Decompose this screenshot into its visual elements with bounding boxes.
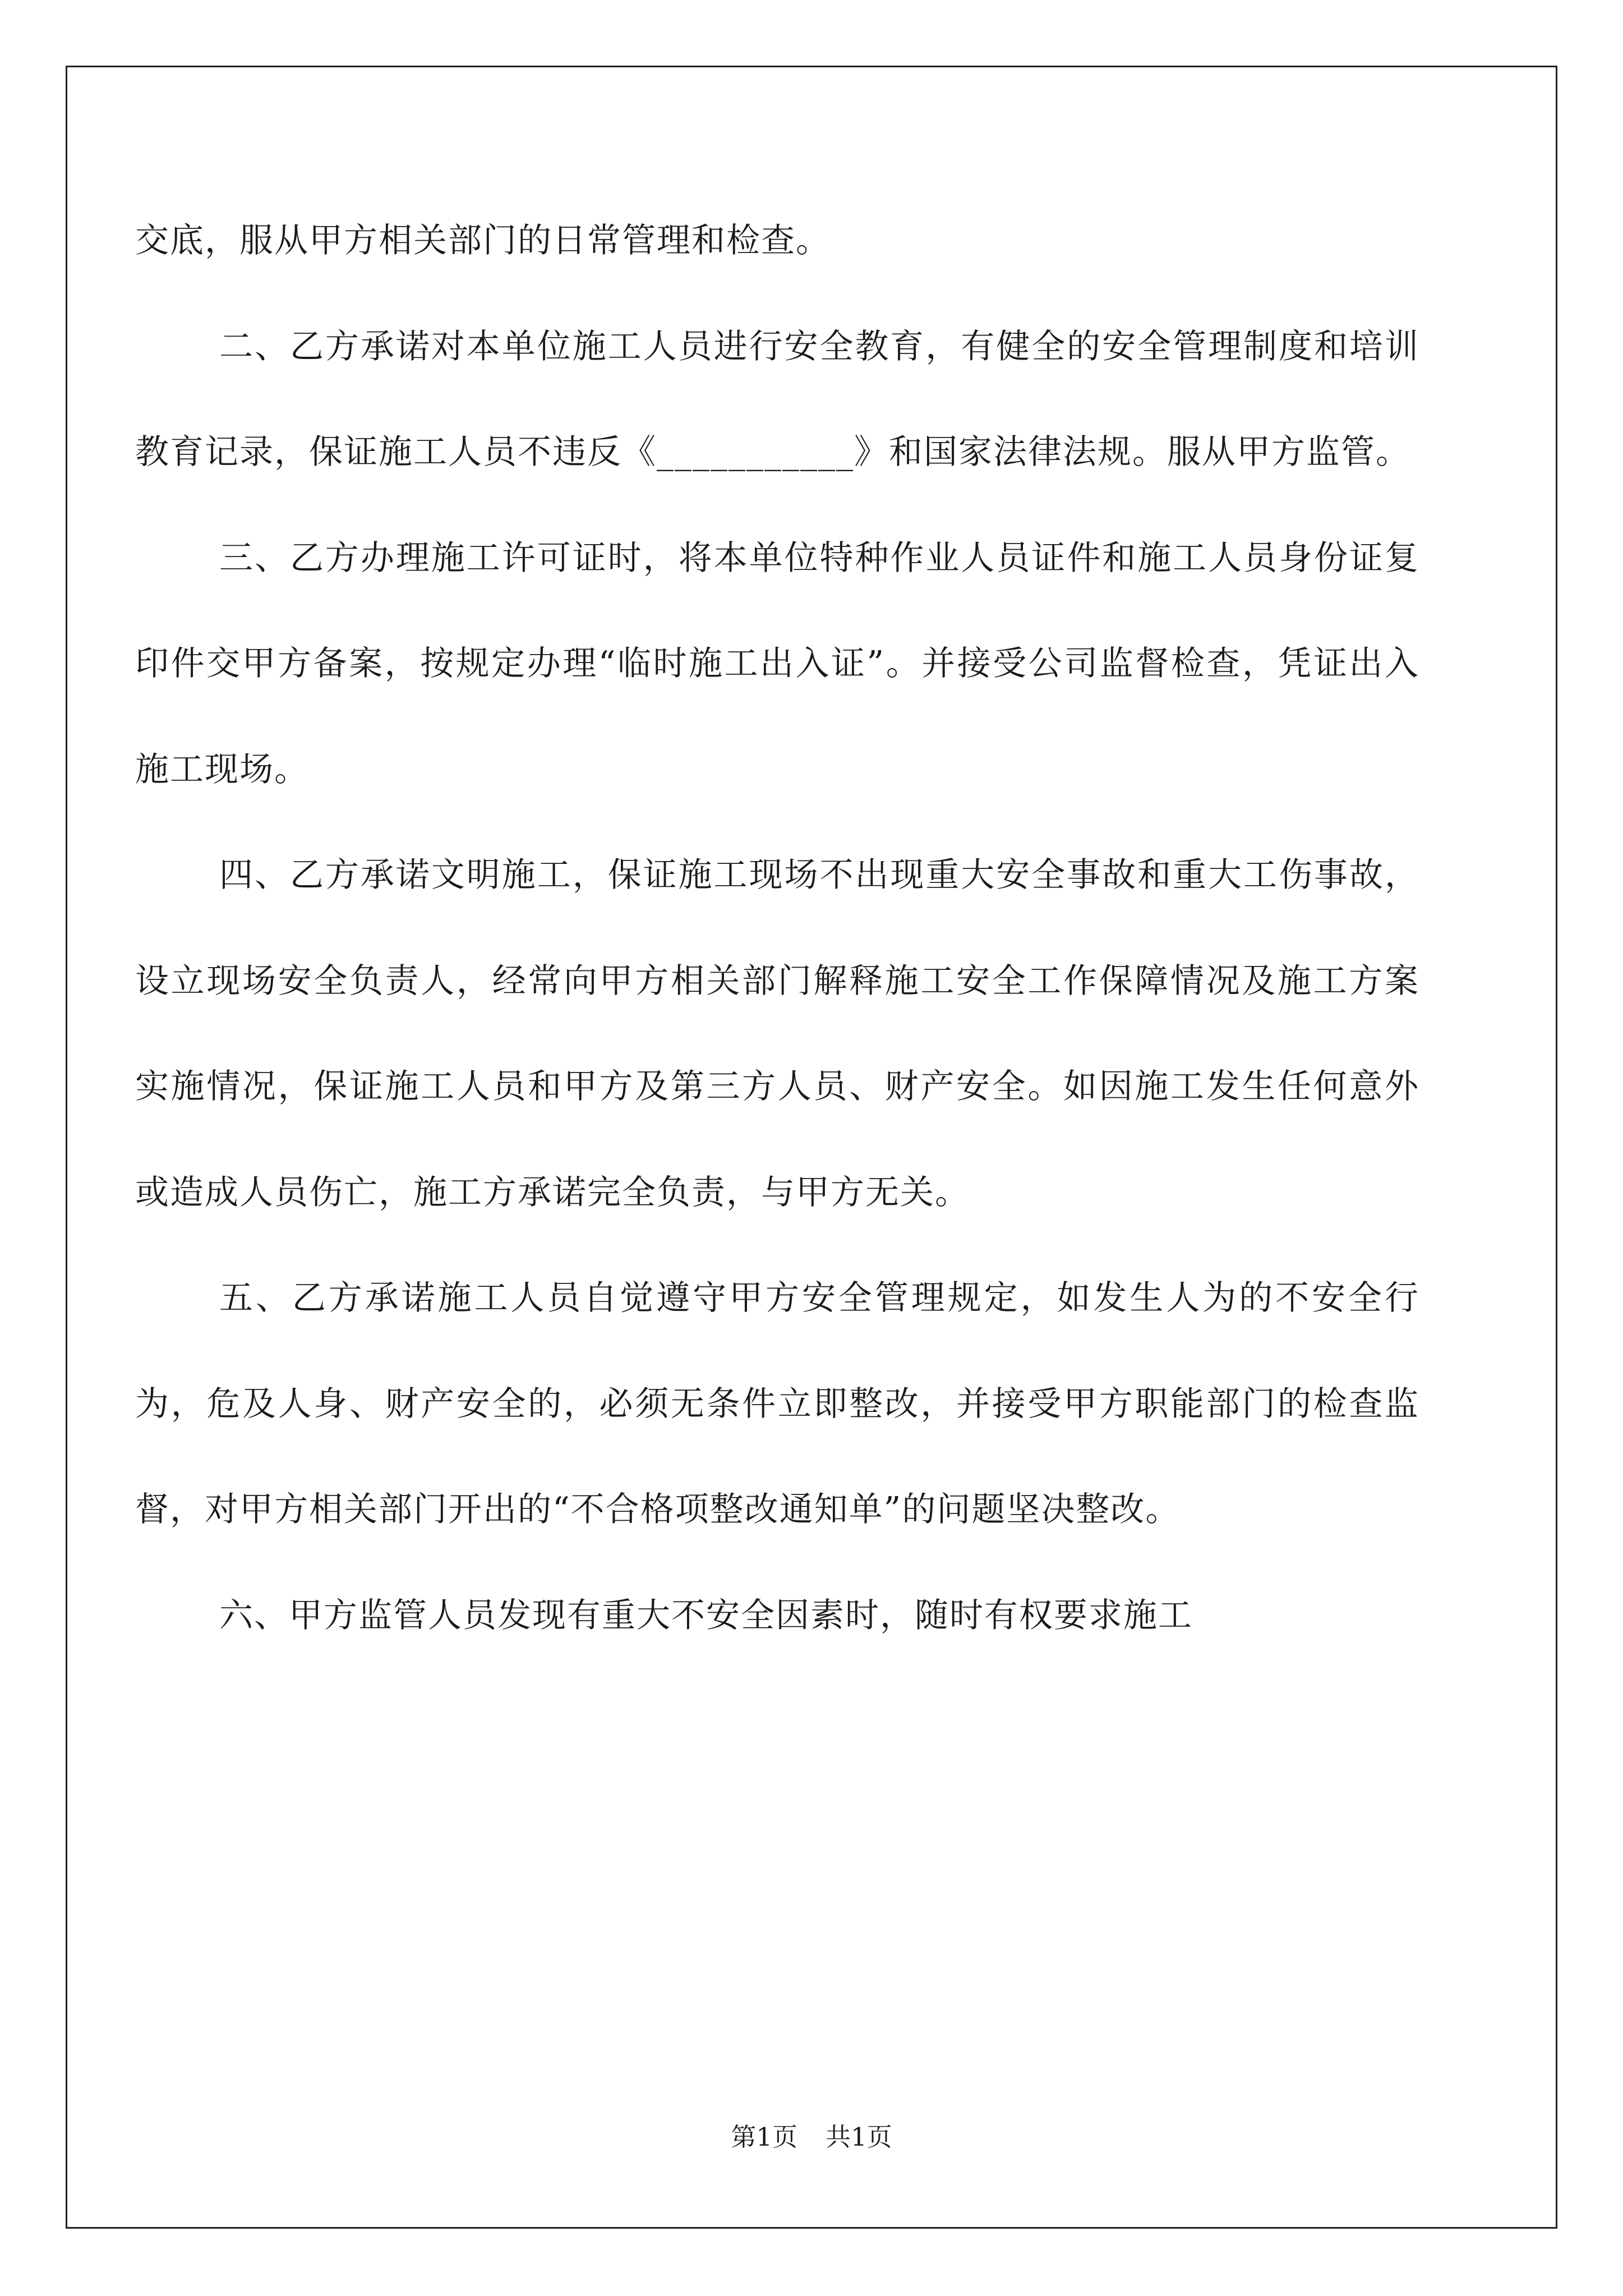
paragraph-clause-6: 六、甲方监管人员发现有重大不安全因素时，随时有权要求施工 <box>219 1595 1193 1635</box>
page-footer <box>0 2120 1623 2154</box>
paragraph-continuation: 交底，服从甲方相关部门的日常管理和检查。 <box>135 221 831 260</box>
page-number: 第1页 <box>731 2122 797 2152</box>
page-total: 共1页 <box>826 2122 892 2152</box>
paragraph-clause-5: 五、乙方承诺施工人员自觉遵守甲方安全管理规定，如发生人为的不安全行为，危及人身、财产安全的，必须无条件立即整改，并接受甲方职能部门的检查监督，对甲方相关部门开出的“不合格项整改通知单”的问题坚决整改。 <box>135 1278 1419 1529</box>
paragraph-clause-4: 四、乙方承诺文明施工，保证施工现场不出现重大安全事故和重大工伤事故，设立现场安全负责人，经常向甲方相关部门解释施工安全工作保障情况及施工方案实施情况，保证施工人员和甲方及第三方人员、财产安全。如因施工发生任何意外或造成人员伤亡，施工方承诺完全负责，与甲方无关。 <box>135 855 1419 1212</box>
document-body <box>135 188 1419 1668</box>
paragraph-clause-2: 二、乙方承诺对本单位施工人员进行安全教育，有健全的安全管理制度和培训教育记录，保证施工人员不违反《___________》和国家法律法规。服从甲方监管。 <box>135 326 1419 472</box>
paragraph-clause-3: 三、乙方办理施工许可证时，将本单位特种作业人员证件和施工人员身份证复印件交甲方备案，按规定办理“临时施工出入证”。并接受公司监督检查，凭证出入施工现场。 <box>135 538 1419 789</box>
